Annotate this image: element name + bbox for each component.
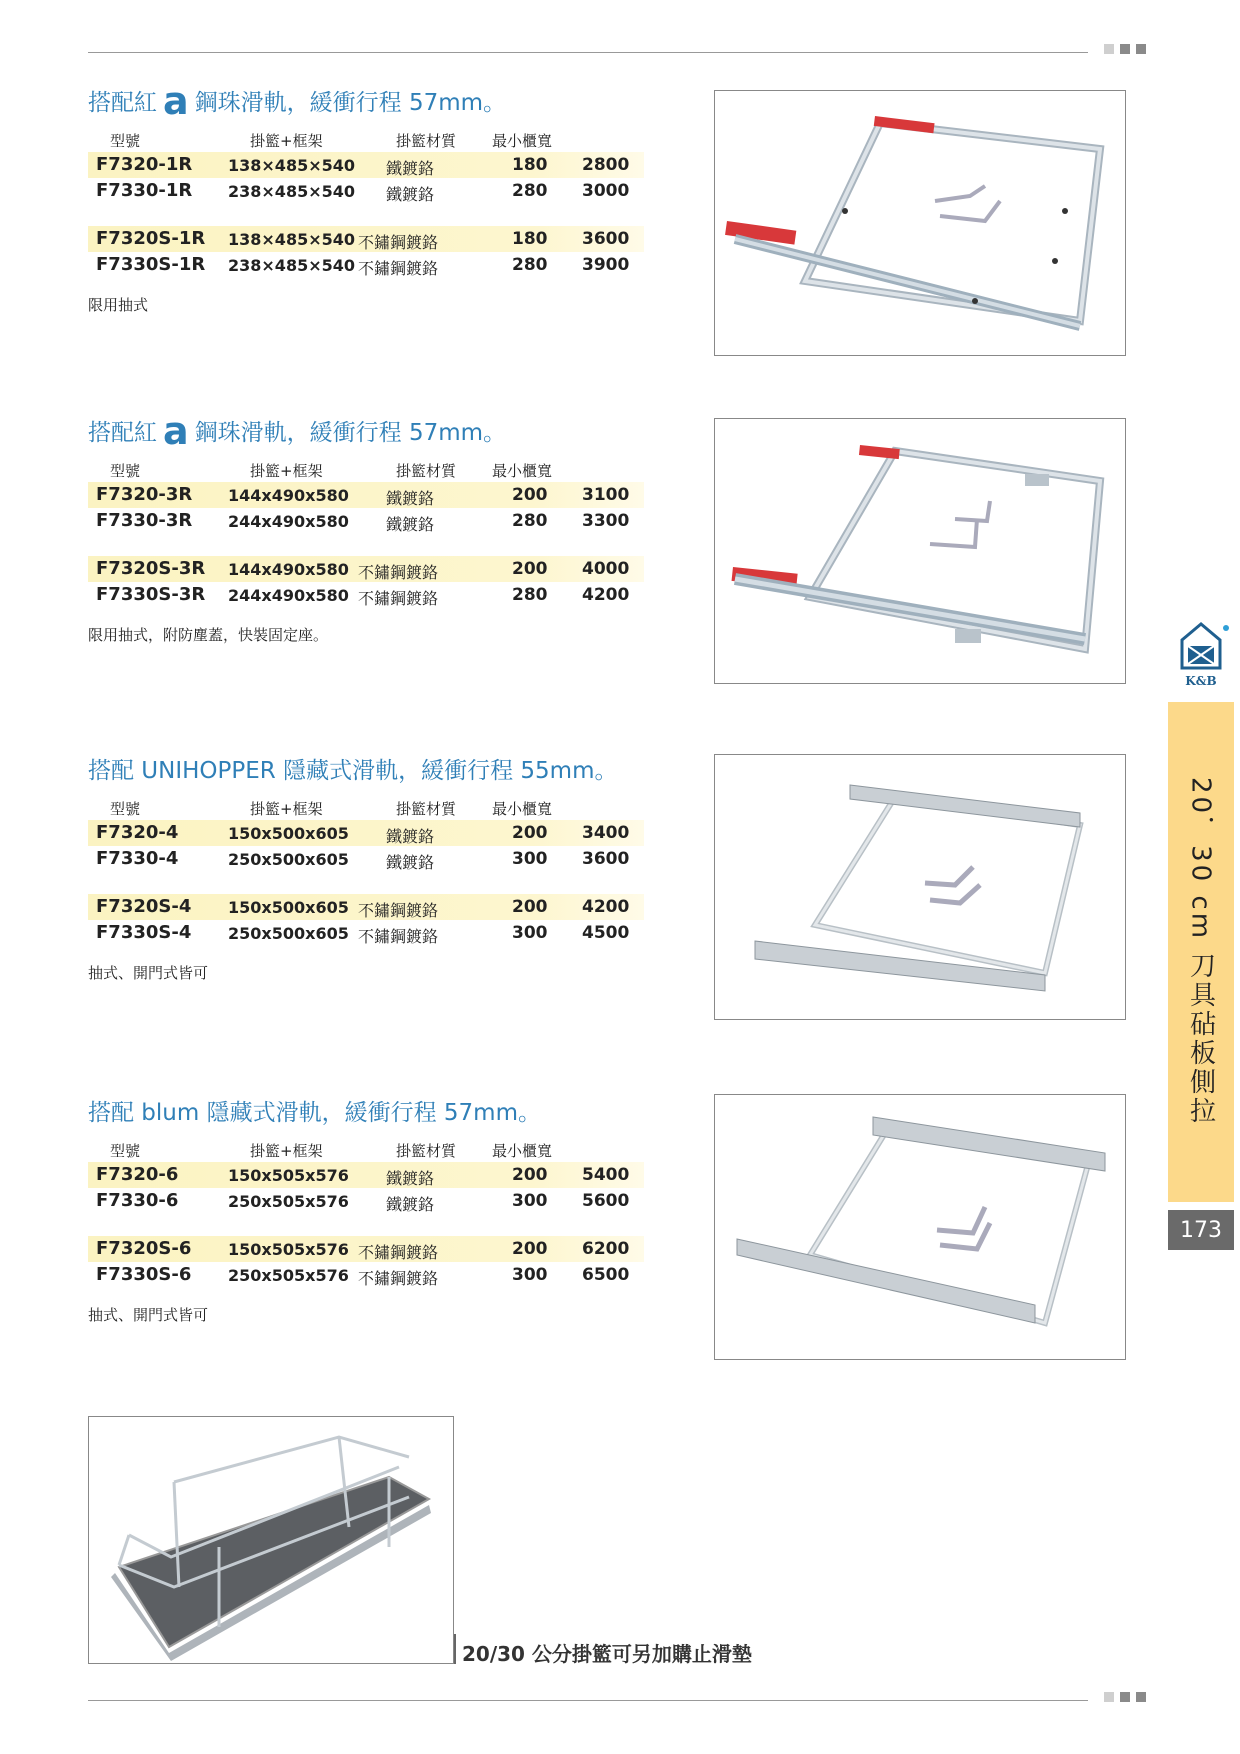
price: 6200 (582, 1239, 630, 1259)
table-row (88, 252, 688, 278)
header-dimensions: 掛籃+框架 (250, 800, 323, 818)
price: 3600 (582, 849, 630, 869)
table-row (88, 1236, 644, 1262)
section-title (88, 79, 688, 123)
product-section (88, 79, 688, 315)
section-title-text: 搭配紅 (88, 90, 157, 116)
header-dimensions: 掛籃+框架 (250, 462, 323, 480)
model-number: F7320-4 (96, 822, 179, 843)
table-row (88, 582, 688, 608)
min-width: 200 (512, 897, 548, 917)
min-width: 200 (512, 559, 548, 579)
dimensions: 250x500x605 (228, 850, 349, 869)
dimensions: 250x505x576 (228, 1266, 349, 1285)
material: 不鏽鋼鍍鉻 (358, 927, 439, 946)
price: 3300 (582, 511, 630, 531)
brand-a-logo: a (163, 409, 189, 453)
dimensions: 144x490x580 (228, 560, 349, 579)
material: 鐵鍍鉻 (386, 1169, 435, 1188)
corner-square (1104, 44, 1114, 54)
top-rule (88, 52, 1088, 53)
table-row (88, 556, 644, 582)
corner-square (1120, 44, 1130, 54)
table-row (88, 1188, 688, 1214)
header-model: 型號 (110, 132, 141, 150)
table-row (88, 846, 688, 872)
model-number: F7330-1R (96, 180, 193, 201)
basket-with-mat-photo (88, 1416, 454, 1664)
dimensions: 138×485×540 (228, 156, 356, 175)
row-gap (88, 872, 688, 894)
material: 不鏽鋼鍍鉻 (358, 901, 439, 920)
basket-caption: 20/30 公分掛籃可另加購止滑墊 (462, 1642, 752, 1666)
header-min-width: 最小櫃寬 (492, 462, 553, 480)
section-title-text: 鋼珠滑軌，緩衝行程 57mm。 (194, 90, 507, 116)
header-dimensions: 掛籃+框架 (250, 132, 323, 150)
min-width: 200 (512, 1239, 548, 1259)
table-header (88, 126, 688, 152)
table-row (88, 226, 644, 252)
material: 鐵鍍鉻 (386, 159, 435, 178)
min-width: 200 (512, 823, 548, 843)
model-number: F7320S-1R (96, 228, 206, 249)
price: 5400 (582, 1165, 630, 1185)
min-width: 300 (512, 1265, 548, 1285)
table-header (88, 794, 688, 820)
section-note: 抽式、開門式皆可 (88, 964, 209, 982)
material: 不鏽鋼鍍鉻 (358, 1243, 439, 1262)
material: 不鏽鋼鍍鉻 (358, 259, 439, 278)
dimensions: 244x490x580 (228, 586, 349, 605)
page-number: 173 (1168, 1210, 1234, 1250)
min-width: 180 (512, 229, 548, 249)
header-min-width: 最小櫃寬 (492, 800, 553, 818)
category-label: 20．30 cm 刀具砧板側拉 (1185, 777, 1216, 1127)
price: 4200 (582, 585, 630, 605)
material: 不鏽鋼鍍鉻 (358, 589, 439, 608)
model-number: F7330-6 (96, 1190, 179, 1211)
material: 鐵鍍鉻 (386, 853, 435, 872)
model-number: F7320S-3R (96, 558, 206, 579)
price: 3900 (582, 255, 630, 275)
section-title-text: 搭配 UNIHOPPER 隱藏式滑軌，緩衝行程 55mm。 (88, 758, 618, 784)
material: 不鏽鋼鍍鉻 (358, 1269, 439, 1288)
model-number: F7330S-3R (96, 584, 206, 605)
bottom-rule (88, 1700, 1088, 1701)
header-model: 型號 (110, 462, 141, 480)
model-number: F7330S-4 (96, 922, 192, 943)
table-header (88, 1136, 688, 1162)
min-width: 280 (512, 181, 548, 201)
min-width: 200 (512, 1165, 548, 1185)
dimensions: 150x500x605 (228, 824, 349, 843)
material: 鐵鍍鉻 (386, 1195, 435, 1214)
brand-name: K&B (1185, 674, 1217, 688)
section-note: 限用抽式 (88, 296, 149, 314)
corner-square (1120, 1692, 1130, 1702)
model-number: F7330S-1R (96, 254, 206, 275)
price: 2800 (582, 155, 630, 175)
model-number: F7330S-6 (96, 1264, 192, 1285)
material: 鐵鍍鉻 (386, 489, 435, 508)
model-number: F7320S-6 (96, 1238, 192, 1259)
dimensions: 250x505x576 (228, 1192, 349, 1211)
brand-logo (1168, 618, 1234, 696)
dimensions: 244x490x580 (228, 512, 349, 531)
model-number: F7320-6 (96, 1164, 179, 1185)
row-gap (88, 1214, 688, 1236)
min-width: 200 (512, 485, 548, 505)
material: 不鏽鋼鍍鉻 (358, 563, 439, 582)
min-width: 280 (512, 585, 548, 605)
section-title-text: 鋼珠滑軌，緩衝行程 57mm。 (194, 420, 507, 446)
section-title (88, 409, 688, 453)
product-section (88, 409, 688, 645)
header-model: 型號 (110, 1142, 141, 1160)
model-number: F7320S-4 (96, 896, 192, 917)
dimensions: 144x490x580 (228, 486, 349, 505)
brand-a-logo: a (163, 79, 189, 123)
header-material: 掛籃材質 (396, 462, 457, 480)
price: 3000 (582, 181, 630, 201)
min-width: 280 (512, 511, 548, 531)
dimensions: 238×485×540 (228, 182, 356, 201)
min-width: 300 (512, 1191, 548, 1211)
dimensions: 150x505x576 (228, 1166, 349, 1185)
product-photo-unihopper-frame (714, 754, 1126, 1020)
material: 鐵鍍鉻 (386, 185, 435, 204)
dimensions: 238×485×540 (228, 256, 356, 275)
corner-square (1136, 1692, 1146, 1702)
min-width: 300 (512, 923, 548, 943)
dimensions: 250x500x605 (228, 924, 349, 943)
dimensions: 150x500x605 (228, 898, 349, 917)
table-row (88, 508, 688, 534)
section-title (88, 754, 688, 788)
model-number: F7330-4 (96, 848, 179, 869)
material: 鐵鍍鉻 (386, 827, 435, 846)
model-number: F7320-1R (96, 154, 193, 175)
min-width: 280 (512, 255, 548, 275)
corner-square (1104, 1692, 1114, 1702)
section-note: 限用抽式，附防塵蓋，快裝固定座。 (88, 626, 329, 644)
price: 4200 (582, 897, 630, 917)
section-note: 抽式、開門式皆可 (88, 1306, 209, 1324)
header-min-width: 最小櫃寬 (492, 1142, 553, 1160)
price: 6500 (582, 1265, 630, 1285)
product-section (88, 1096, 688, 1325)
row-gap (88, 534, 688, 556)
header-model: 型號 (110, 800, 141, 818)
price: 3400 (582, 823, 630, 843)
section-title (88, 1096, 688, 1130)
price: 5600 (582, 1191, 630, 1211)
material: 不鏽鋼鍍鉻 (358, 233, 439, 252)
product-photo-slide-frame-1r (714, 90, 1126, 356)
price: 4500 (582, 923, 630, 943)
price: 4000 (582, 559, 630, 579)
section-title-text: 搭配紅 (88, 420, 157, 446)
header-material: 掛籃材質 (396, 800, 457, 818)
caption-bar (454, 1634, 456, 1664)
material: 鐵鍍鉻 (386, 515, 435, 534)
min-width: 180 (512, 155, 548, 175)
product-section (88, 754, 688, 983)
table-row (88, 482, 644, 508)
table-row (88, 920, 688, 946)
table-row (88, 894, 644, 920)
product-photo-slide-frame-3r (714, 418, 1126, 684)
dimensions: 150x505x576 (228, 1240, 349, 1259)
header-material: 掛籃材質 (396, 1142, 457, 1160)
table-header (88, 456, 688, 482)
dimensions: 138×485×540 (228, 230, 356, 249)
house-logo-icon (1168, 618, 1234, 678)
model-number: F7330-3R (96, 510, 193, 531)
model-number: F7320-3R (96, 484, 193, 505)
price: 3100 (582, 485, 630, 505)
min-width: 300 (512, 849, 548, 869)
table-row (88, 820, 644, 846)
table-row (88, 1262, 688, 1288)
header-dimensions: 掛籃+框架 (250, 1142, 323, 1160)
section-title-text: 搭配 blum 隱藏式滑軌，緩衝行程 57mm。 (88, 1100, 541, 1126)
row-gap (88, 204, 688, 226)
table-row (88, 152, 644, 178)
price: 3600 (582, 229, 630, 249)
header-min-width: 最小櫃寬 (492, 132, 553, 150)
header-material: 掛籃材質 (396, 132, 457, 150)
corner-square (1136, 44, 1146, 54)
table-row (88, 1162, 644, 1188)
product-photo-blum-frame (714, 1094, 1126, 1360)
table-row (88, 178, 688, 204)
